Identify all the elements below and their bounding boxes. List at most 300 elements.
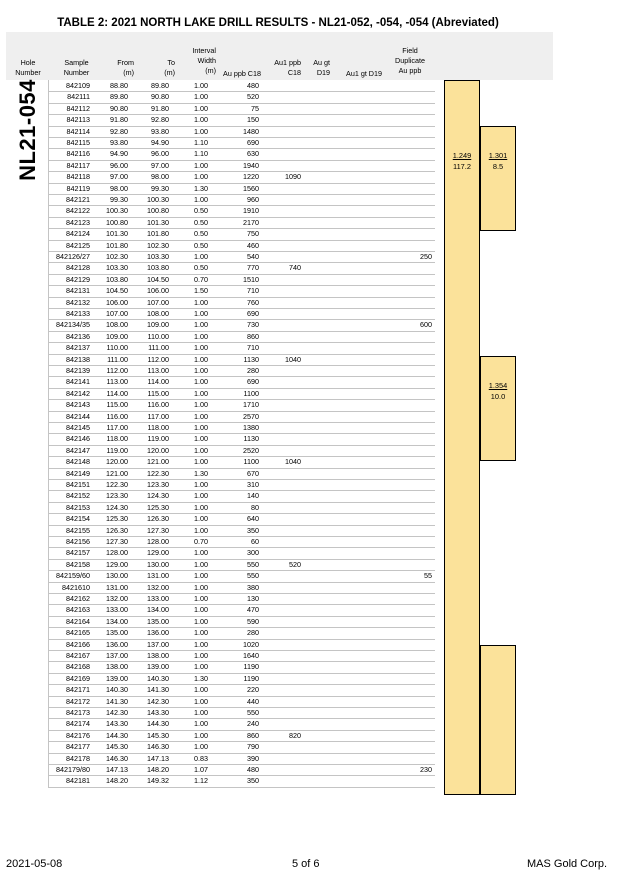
- cell-from: 141.30: [106, 696, 128, 706]
- cell-to: 137.00: [147, 639, 169, 649]
- footer-company: MAS Gold Corp.: [527, 858, 608, 870]
- cell-to: 103.80: [147, 263, 169, 273]
- cell-width: 1.50: [194, 286, 208, 296]
- cell-sample: 842119: [66, 183, 90, 193]
- header-hole: Hole Number: [15, 58, 41, 77]
- cell-width: 1.00: [194, 423, 208, 432]
- cell-from: 139.00: [106, 673, 128, 683]
- cell-au: 860: [247, 730, 259, 740]
- cell-to: 148.20: [147, 765, 169, 774]
- cell-to: 123.30: [147, 480, 169, 489]
- cell-to: 102.30: [147, 240, 169, 250]
- cell-au: 1380: [243, 423, 259, 432]
- cell-to: 116.00: [147, 400, 169, 410]
- cell-to: 124.30: [147, 491, 169, 501]
- cell-to: 113.00: [147, 366, 169, 375]
- cell-from: 132.00: [106, 594, 128, 603]
- cell-to: 133.00: [147, 594, 169, 603]
- cell-width: 1.00: [194, 605, 208, 615]
- cell-au: 690: [247, 138, 259, 147]
- cell-from: 115.00: [106, 400, 128, 410]
- cell-from: 107.00: [106, 309, 128, 318]
- cell-au: 630: [247, 149, 259, 159]
- cell-au: 1640: [243, 651, 259, 660]
- cell-to: 147.13: [147, 753, 169, 763]
- cell-to: 121.00: [147, 457, 169, 467]
- cell-sample: 842116: [66, 149, 90, 159]
- cell-au: 1190: [243, 673, 259, 683]
- cell-sample: 842169: [66, 673, 90, 683]
- cell-from: 116.00: [106, 411, 128, 421]
- cell-sample: 842158: [66, 559, 90, 569]
- cell-sample: 842174: [66, 719, 90, 729]
- cell-to: 132.00: [147, 582, 169, 592]
- cell-width: 1.00: [194, 309, 208, 318]
- cell-from: 133.00: [106, 605, 128, 615]
- cell-sample: 842179/80: [56, 765, 90, 774]
- cell-from: 101.30: [106, 229, 128, 239]
- cell-to: 100.80: [147, 206, 169, 216]
- cell-sample: 842141: [66, 377, 90, 387]
- cell-au1: 520: [289, 559, 301, 569]
- middle-interval-width: 10.0: [490, 392, 506, 401]
- cell-sample: 842112: [66, 103, 90, 113]
- cell-to: 134.00: [147, 605, 169, 615]
- cell-width: 1.00: [194, 628, 208, 638]
- cell-au: 470: [247, 605, 259, 615]
- cell-from: 144.30: [106, 730, 128, 740]
- footer-date: 2021-05-08: [6, 858, 63, 870]
- header-sample: Sample Number: [63, 58, 90, 77]
- cell-sample: 842168: [66, 662, 90, 672]
- cell-to: 130.00: [147, 559, 169, 569]
- cell-au1: 1040: [285, 457, 301, 467]
- cell-from: 123.30: [106, 491, 128, 501]
- cell-width: 1.00: [194, 354, 208, 364]
- cell-sample: 842122: [66, 206, 90, 216]
- cell-to: 129.00: [147, 548, 169, 558]
- cell-to: 96.00: [151, 149, 169, 159]
- cell-from: 131.00: [106, 582, 128, 592]
- cell-sample: 842124: [66, 229, 90, 239]
- cell-au: 480: [247, 765, 259, 774]
- cell-from: 110.00: [106, 343, 128, 353]
- cell-to: 100.30: [147, 195, 169, 204]
- cell-to: 114.00: [147, 377, 169, 387]
- middle-interval-box: [480, 356, 516, 461]
- cell-au: 1480: [243, 126, 259, 136]
- cell-sample: 842111: [67, 92, 90, 102]
- upper-interval-grade: 1.301: [488, 151, 508, 160]
- cell-sample: 842148: [66, 457, 90, 467]
- cell-au: 690: [247, 309, 259, 318]
- cell-sample: 842171: [66, 685, 90, 695]
- cell-from: 121.00: [106, 468, 128, 478]
- long-interval-box: [444, 80, 480, 795]
- cell-au: 390: [247, 753, 259, 763]
- cell-to: 99.30: [151, 183, 169, 193]
- cell-sample: 842142: [66, 388, 90, 398]
- cell-au: 750: [247, 229, 259, 239]
- cell-from: 89.80: [110, 92, 128, 102]
- cell-to: 117.00: [147, 411, 169, 421]
- cell-width: 1.00: [194, 445, 208, 455]
- cell-au: 1190: [243, 662, 259, 672]
- cell-width: 1.00: [194, 366, 208, 375]
- cell-width: 1.00: [194, 115, 208, 125]
- cell-au: 130: [247, 594, 259, 603]
- footer-page: 5 of 6: [292, 858, 320, 870]
- cell-to: 122.30: [147, 468, 169, 478]
- cell-to: 92.80: [151, 115, 169, 125]
- long-interval-grade: 1.249: [452, 151, 472, 160]
- cell-to: 143.30: [147, 708, 169, 717]
- cell-to: 90.80: [151, 92, 169, 102]
- cell-au: 80: [251, 502, 259, 512]
- lower-interval-box: [480, 645, 516, 795]
- cell-sample: 842153: [66, 502, 90, 512]
- cell-from: 128.00: [106, 548, 128, 558]
- cell-sample: 842123: [66, 217, 90, 227]
- cell-from: 100.80: [106, 217, 128, 227]
- cell-dup: 250: [420, 252, 432, 261]
- header-to: To (m): [164, 58, 175, 77]
- cell-dup: 230: [420, 765, 432, 774]
- cell-sample: 842156: [66, 537, 90, 546]
- cell-to: 103.30: [147, 252, 169, 261]
- cell-au: 2570: [243, 411, 259, 421]
- cell-width: 1.00: [194, 651, 208, 660]
- cell-to: 111.00: [148, 343, 169, 353]
- cell-from: 104.50: [106, 286, 128, 296]
- cell-to: 131.00: [147, 571, 169, 581]
- cell-au: 2520: [243, 445, 259, 455]
- cell-to: 110.00: [147, 331, 169, 341]
- cell-to: 106.00: [147, 286, 169, 296]
- cell-to: 112.00: [147, 354, 169, 364]
- cell-width: 1.00: [194, 514, 208, 524]
- cell-sample: 842114: [66, 126, 90, 136]
- cell-width: 1.00: [194, 81, 208, 90]
- cell-au: 550: [247, 571, 259, 581]
- cell-width: 0.70: [194, 274, 208, 284]
- cell-to: 127.30: [147, 525, 169, 535]
- cell-au: 860: [247, 331, 259, 341]
- cell-width: 1.00: [194, 411, 208, 421]
- cell-au: 1020: [243, 639, 259, 649]
- cell-width: 1.12: [194, 776, 208, 786]
- cell-from: 126.30: [106, 525, 128, 535]
- hole-number: [8, 80, 48, 180]
- cell-au: 480: [247, 81, 259, 90]
- table-left-border: [48, 80, 49, 787]
- cell-sample: 842176: [66, 730, 90, 740]
- cell-from: 124.30: [106, 502, 128, 512]
- cell-width: 0.50: [194, 229, 208, 239]
- cell-sample: 842166: [66, 639, 90, 649]
- cell-width: 1.00: [194, 457, 208, 467]
- cell-sample: 842173: [66, 708, 90, 717]
- cell-sample: 842155: [66, 525, 90, 535]
- cell-sample: 842118: [66, 172, 90, 182]
- cell-from: 106.00: [106, 297, 128, 307]
- cell-au: 1220: [243, 172, 259, 182]
- cell-to: 118.00: [147, 423, 169, 432]
- cell-from: 92.80: [110, 126, 128, 136]
- cell-from: 113.00: [106, 377, 128, 387]
- cell-au: 790: [247, 742, 259, 752]
- cell-from: 120.00: [106, 457, 128, 467]
- cell-width: 1.00: [194, 571, 208, 581]
- cell-to: 128.00: [147, 537, 169, 546]
- cell-from: 101.80: [106, 240, 128, 250]
- cell-sample: 842117: [66, 160, 90, 170]
- cell-width: 1.00: [194, 252, 208, 261]
- cell-sample: 8421610: [62, 582, 90, 592]
- cell-from: 103.80: [106, 274, 128, 284]
- cell-au: 1100: [243, 388, 259, 398]
- cell-from: 147.13: [106, 765, 128, 774]
- cell-au: 520: [247, 92, 259, 102]
- cell-sample: 842133: [66, 309, 90, 318]
- cell-from: 148.20: [106, 776, 128, 786]
- cell-sample: 842128: [66, 263, 90, 273]
- cell-sample: 842125: [66, 240, 90, 250]
- cell-dup: 600: [420, 320, 432, 330]
- cell-width: 1.00: [194, 400, 208, 410]
- cell-sample: 842147: [66, 445, 90, 455]
- cell-to: 138.00: [147, 651, 169, 660]
- cell-width: 1.00: [194, 160, 208, 170]
- cell-width: 0.50: [194, 240, 208, 250]
- cell-au: 280: [247, 628, 259, 638]
- cell-au: 760: [247, 297, 259, 307]
- cell-from: 91.80: [110, 115, 128, 125]
- cell-width: 1.00: [194, 103, 208, 113]
- cell-width: 1.00: [194, 377, 208, 387]
- cell-width: 1.00: [194, 331, 208, 341]
- cell-au: 1510: [243, 274, 259, 284]
- cell-width: 1.10: [194, 149, 208, 159]
- cell-au: 550: [247, 708, 259, 717]
- cell-sample: 842109: [66, 81, 90, 90]
- cell-to: 119.00: [147, 434, 169, 444]
- cell-width: 0.83: [194, 753, 208, 763]
- cell-width: 1.00: [194, 434, 208, 444]
- cell-to: 149.32: [147, 776, 169, 786]
- cell-to: 125.30: [147, 502, 169, 512]
- cell-au: 350: [247, 525, 259, 535]
- cell-au: 1100: [243, 457, 259, 467]
- cell-sample: 842146: [66, 434, 90, 444]
- cell-sample: 842136: [66, 331, 90, 341]
- cell-au: 730: [247, 320, 259, 330]
- cell-to: 94.90: [151, 138, 169, 147]
- cell-width: 1.00: [194, 708, 208, 717]
- cell-width: 1.00: [194, 548, 208, 558]
- cell-from: 130.00: [106, 571, 128, 581]
- cell-width: 1.00: [194, 559, 208, 569]
- cell-sample: 842152: [66, 491, 90, 501]
- cell-au: 770: [247, 263, 259, 273]
- header-width: Interval Width (m): [192, 46, 216, 75]
- cell-to: 89.80: [151, 81, 169, 90]
- cell-au: 1940: [243, 160, 259, 170]
- cell-width: 1.00: [194, 320, 208, 330]
- cell-sample: 842131: [66, 286, 90, 296]
- cell-sample: 842181: [66, 776, 90, 786]
- cell-au: 1130: [243, 354, 259, 364]
- cell-width: 1.00: [194, 719, 208, 729]
- cell-au: 140: [247, 491, 259, 501]
- cell-sample: 842154: [66, 514, 90, 524]
- cell-au: 75: [251, 103, 259, 113]
- cell-from: 119.00: [106, 445, 128, 455]
- cell-au: 440: [247, 696, 259, 706]
- cell-sample: 842151: [66, 480, 90, 489]
- cell-from: 88.80: [110, 81, 128, 90]
- cell-from: 99.30: [110, 195, 128, 204]
- cell-au: 1560: [243, 183, 259, 193]
- cell-sample: 842129: [66, 274, 90, 284]
- cell-au: 2170: [243, 217, 259, 227]
- cell-from: 93.80: [110, 138, 128, 147]
- cell-from: 94.90: [110, 149, 128, 159]
- cell-to: 126.30: [147, 514, 169, 524]
- cell-au: 350: [247, 776, 259, 786]
- cell-sample: 842162: [66, 594, 90, 603]
- table-title: TABLE 2: 2021 NORTH LAKE DRILL RESULTS - NL21-052, -054, -054 (Abreviated): [57, 17, 499, 29]
- cell-sample: 842113: [66, 115, 90, 125]
- cell-width: 1.00: [194, 730, 208, 740]
- cell-au: 710: [247, 343, 259, 353]
- cell-width: 1.00: [194, 172, 208, 182]
- cell-to: 91.80: [151, 103, 169, 113]
- cell-to: 136.00: [147, 628, 169, 638]
- cell-to: 141.30: [147, 685, 169, 695]
- cell-au: 550: [247, 559, 259, 569]
- cell-sample: 842115: [66, 138, 90, 147]
- cell-from: 127.30: [106, 537, 128, 546]
- cell-width: 1.30: [194, 183, 208, 193]
- cell-width: 1.10: [194, 138, 208, 147]
- cell-from: 143.30: [106, 719, 128, 729]
- cell-to: 140.30: [147, 673, 169, 683]
- cell-width: 1.00: [194, 616, 208, 626]
- cell-au: 640: [247, 514, 259, 524]
- cell-to: 97.00: [151, 160, 169, 170]
- cell-width: 1.00: [194, 696, 208, 706]
- cell-au: 670: [247, 468, 259, 478]
- cell-au: 590: [247, 616, 259, 626]
- cell-to: 107.00: [147, 297, 169, 307]
- cell-to: 145.30: [147, 730, 169, 740]
- cell-from: 114.00: [106, 388, 128, 398]
- cell-from: 90.80: [110, 103, 128, 113]
- cell-au: 1130: [243, 434, 259, 444]
- cell-au1: 1090: [285, 172, 301, 182]
- cell-to: 108.00: [147, 309, 169, 318]
- cell-width: 1.00: [194, 491, 208, 501]
- cell-from: 112.00: [106, 366, 128, 375]
- long-interval-width: 117.2: [453, 162, 471, 171]
- cell-au: 300: [247, 548, 259, 558]
- cell-width: 1.00: [194, 662, 208, 672]
- cell-from: 103.30: [106, 263, 128, 273]
- cell-to: 109.00: [147, 320, 169, 330]
- cell-from: 98.00: [110, 183, 128, 193]
- cell-au: 380: [247, 582, 259, 592]
- cell-from: 134.00: [106, 616, 128, 626]
- cell-from: 137.00: [106, 651, 128, 660]
- cell-from: 135.00: [106, 628, 128, 638]
- cell-sample: 842121: [66, 195, 90, 204]
- cell-au: 690: [247, 377, 259, 387]
- cell-sample: 842157: [66, 548, 90, 558]
- cell-from: 118.00: [106, 434, 128, 444]
- cell-au: 150: [247, 115, 259, 125]
- cell-width: 1.00: [194, 639, 208, 649]
- header-field-duplicate: Field Duplicate Au ppb: [395, 46, 425, 75]
- table-row: [48, 775, 435, 787]
- cell-from: 140.30: [106, 685, 128, 695]
- cell-to: 144.30: [147, 719, 169, 729]
- cell-width: 1.00: [194, 388, 208, 398]
- cell-width: 1.00: [194, 582, 208, 592]
- cell-width: 1.00: [194, 92, 208, 102]
- cell-width: 1.00: [194, 742, 208, 752]
- cell-width: 0.50: [194, 206, 208, 216]
- header-au-d19: Au gt D19: [313, 58, 330, 77]
- cell-au: 310: [247, 480, 259, 489]
- cell-to: 104.50: [147, 274, 169, 284]
- hole-id-label: NL21-054: [15, 79, 40, 181]
- cell-sample: 842137: [66, 343, 90, 353]
- cell-sample: 842149: [66, 468, 90, 478]
- cell-sample: 842167: [66, 651, 90, 660]
- cell-width: 1.00: [194, 685, 208, 695]
- cell-sample: 842139: [66, 366, 90, 375]
- cell-width: 1.30: [194, 673, 208, 683]
- upper-interval-width: 8.5: [492, 162, 504, 171]
- cell-to: 120.00: [147, 445, 169, 455]
- cell-from: 100.30: [106, 206, 128, 216]
- cell-sample: 842178: [66, 753, 90, 763]
- cell-sample: 842132: [66, 297, 90, 307]
- cell-from: 138.00: [106, 662, 128, 672]
- cell-au: 1910: [243, 206, 259, 216]
- cell-au1: 1040: [285, 354, 301, 364]
- cell-from: 111.00: [107, 354, 128, 364]
- cell-to: 146.30: [147, 742, 169, 752]
- header-au1-c18: Au1 ppb C18: [274, 58, 301, 77]
- cell-width: 1.00: [194, 594, 208, 603]
- cell-au: 460: [247, 240, 259, 250]
- cell-sample: 842126/27: [56, 252, 90, 261]
- cell-sample: 842138: [66, 354, 90, 364]
- cell-from: 109.00: [106, 331, 128, 341]
- cell-from: 145.30: [106, 742, 128, 752]
- cell-sample: 842134/35: [56, 320, 90, 330]
- cell-sample: 842164: [66, 616, 90, 626]
- cell-from: 142.30: [106, 708, 128, 717]
- cell-from: 122.30: [106, 480, 128, 489]
- cell-au: 220: [247, 685, 259, 695]
- cell-sample: 842159/60: [56, 571, 90, 581]
- cell-sample: 842143: [66, 400, 90, 410]
- cell-from: 117.00: [106, 423, 128, 432]
- header-au-c18: Au ppb C18: [223, 69, 261, 78]
